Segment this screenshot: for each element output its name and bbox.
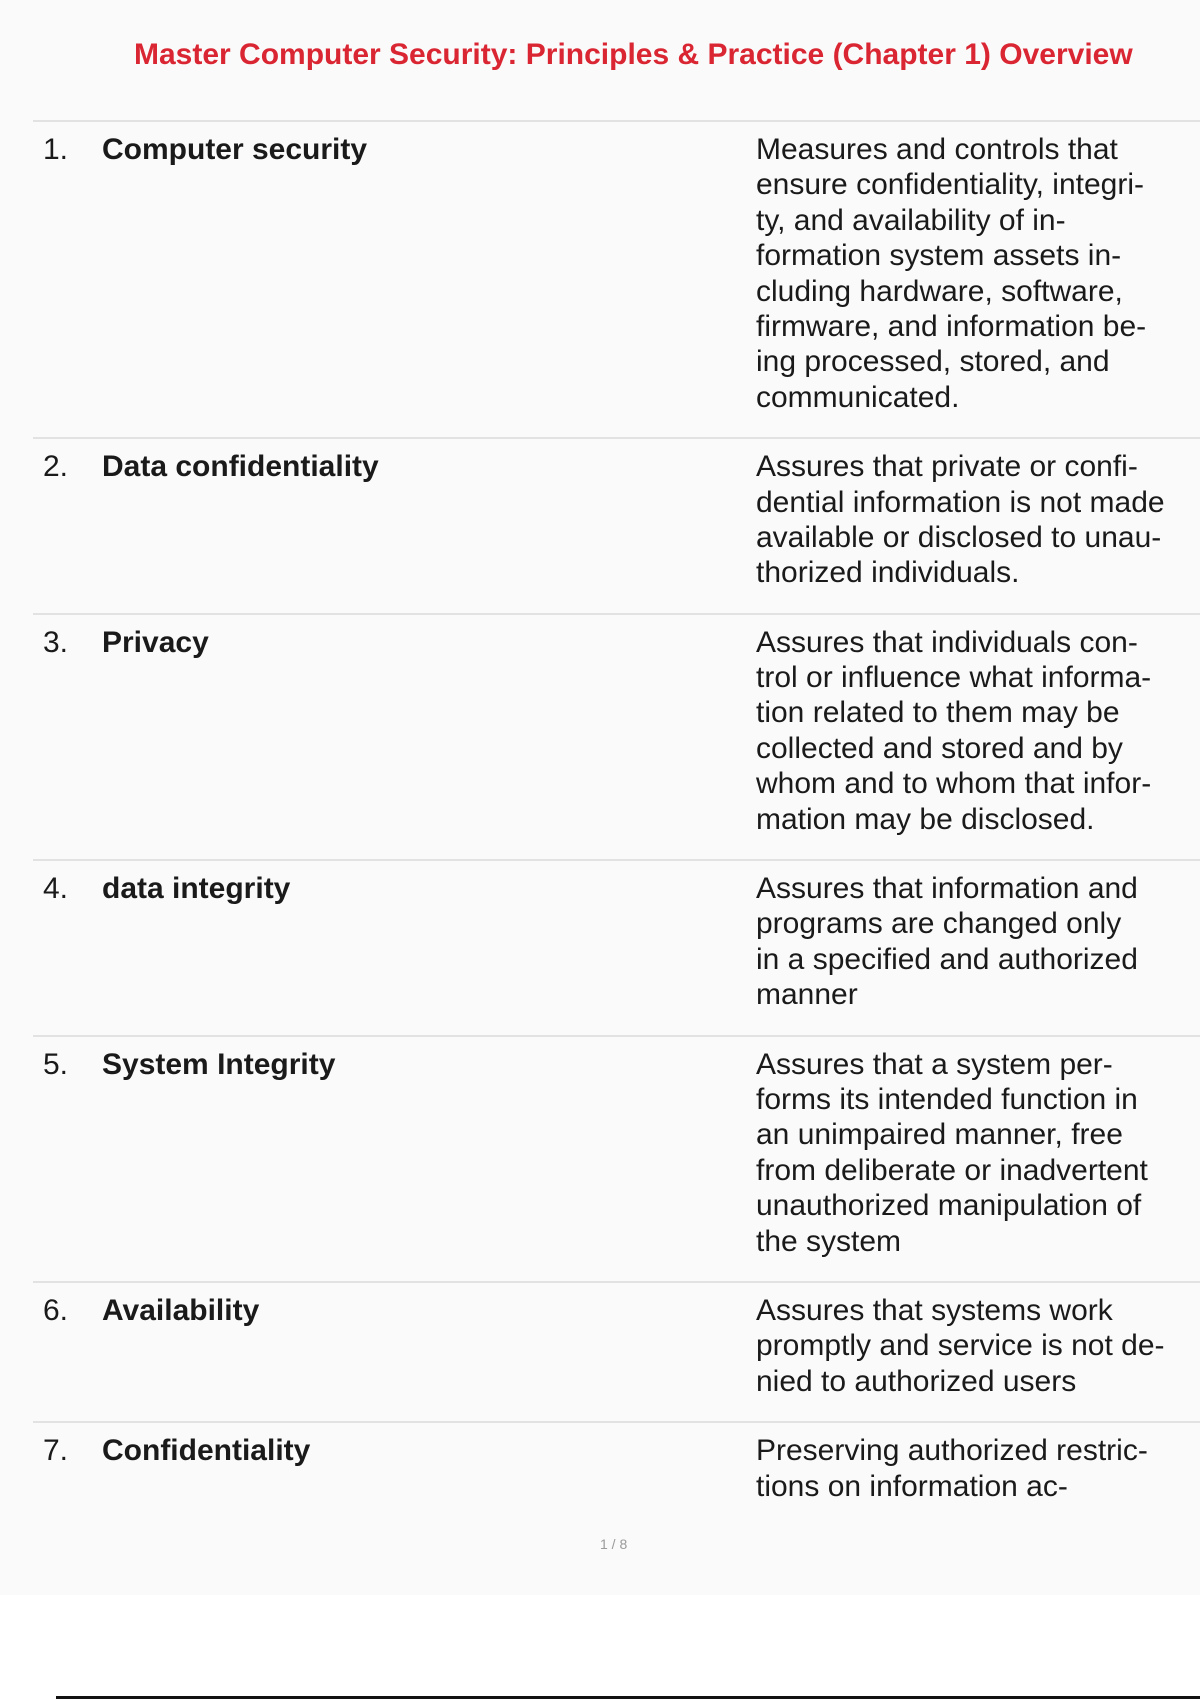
- definition-line: an unimpaired manner, free: [756, 1118, 1123, 1152]
- terms-table: [33, 120, 1200, 1526]
- table-row: [33, 613, 1200, 859]
- definition-line: ing processed, stored, and: [756, 345, 1110, 379]
- row-number: 1.: [43, 133, 69, 166]
- definition-line: manner: [756, 978, 858, 1012]
- definition-line: Assures that systems work: [756, 1293, 1113, 1327]
- definition-line: programs are changed only: [756, 907, 1122, 941]
- definition-line: in a specified and authorized: [756, 942, 1138, 976]
- definition: [756, 871, 1200, 1013]
- definition-line: dential information is not made: [756, 485, 1165, 519]
- row-number: 4.: [43, 872, 69, 906]
- definition: [756, 1047, 1200, 1259]
- definition-line: Assures that a system per-: [756, 1047, 1113, 1081]
- definition: [756, 1293, 1200, 1399]
- page-title: Master Computer Security: Principles & Practice (Chapter 1) Overview: [134, 38, 1133, 71]
- definition-line: firmware, and information be-: [756, 309, 1147, 343]
- definition-line: Preserving authorized restric-: [756, 1434, 1148, 1468]
- table-row: [33, 437, 1200, 613]
- definition-line: tions on information ac-: [756, 1469, 1068, 1503]
- definition-line: unauthorized manipulation of: [756, 1189, 1142, 1223]
- definition-line: promptly and service is not de-: [756, 1329, 1165, 1363]
- table-row: [33, 859, 1200, 1035]
- row-number: 7.: [43, 1434, 69, 1468]
- definition-line: whom and to whom that infor-: [756, 767, 1152, 801]
- definition-line: available or disclosed to unau-: [756, 520, 1162, 554]
- bottom-divider: [56, 1696, 1200, 1699]
- term: Computer security: [102, 133, 368, 166]
- definition-line: the system: [756, 1224, 902, 1258]
- definition-line: collected and stored and by: [756, 731, 1123, 765]
- definition-line: ensure confidentiality, integri-: [756, 168, 1144, 202]
- definition-line: tion related to them may be: [756, 696, 1120, 730]
- definition-line: nied to authorized users: [756, 1364, 1077, 1398]
- definition-line: forms its intended function in: [756, 1082, 1138, 1116]
- term: Data confidentiality: [102, 450, 379, 484]
- definition-line: mation may be disclosed.: [756, 802, 1095, 836]
- page-indicator: 1 / 8: [600, 1536, 628, 1552]
- term: Confidentiality: [102, 1434, 311, 1468]
- row-number: 2.: [43, 450, 69, 484]
- definition-line: from deliberate or inadvertent: [756, 1153, 1148, 1187]
- term: Availability: [102, 1293, 260, 1327]
- definition-line: Assures that private or confi-: [756, 450, 1138, 484]
- definition-line: ty, and availability of in-: [756, 203, 1066, 237]
- table-row: [33, 1281, 1200, 1421]
- definition-line: thorized individuals.: [756, 556, 1020, 590]
- definition-line: trol or influence what informa-: [756, 661, 1152, 695]
- definition: [756, 132, 1200, 415]
- definition-line: formation system assets in-: [756, 239, 1122, 273]
- definition: [756, 449, 1200, 591]
- table-row: [33, 1421, 1200, 1526]
- row-number: 3.: [43, 625, 69, 659]
- row-number: 6.: [43, 1293, 69, 1327]
- definition-line: Assures that information and: [756, 872, 1138, 906]
- definition: [756, 625, 1200, 837]
- row-number: 5.: [43, 1047, 69, 1081]
- definition-line: Assures that individuals con-: [756, 625, 1138, 659]
- definition-line: communicated.: [756, 380, 960, 414]
- term: data integrity: [102, 872, 291, 906]
- definition-line: Measures and controls that: [756, 133, 1118, 166]
- table-row: [33, 120, 1200, 437]
- definition: [756, 1433, 1200, 1504]
- table-row: [33, 1035, 1200, 1281]
- term: Privacy: [102, 625, 209, 659]
- definition-line: cluding hardware, software,: [756, 274, 1123, 308]
- term: System Integrity: [102, 1047, 336, 1081]
